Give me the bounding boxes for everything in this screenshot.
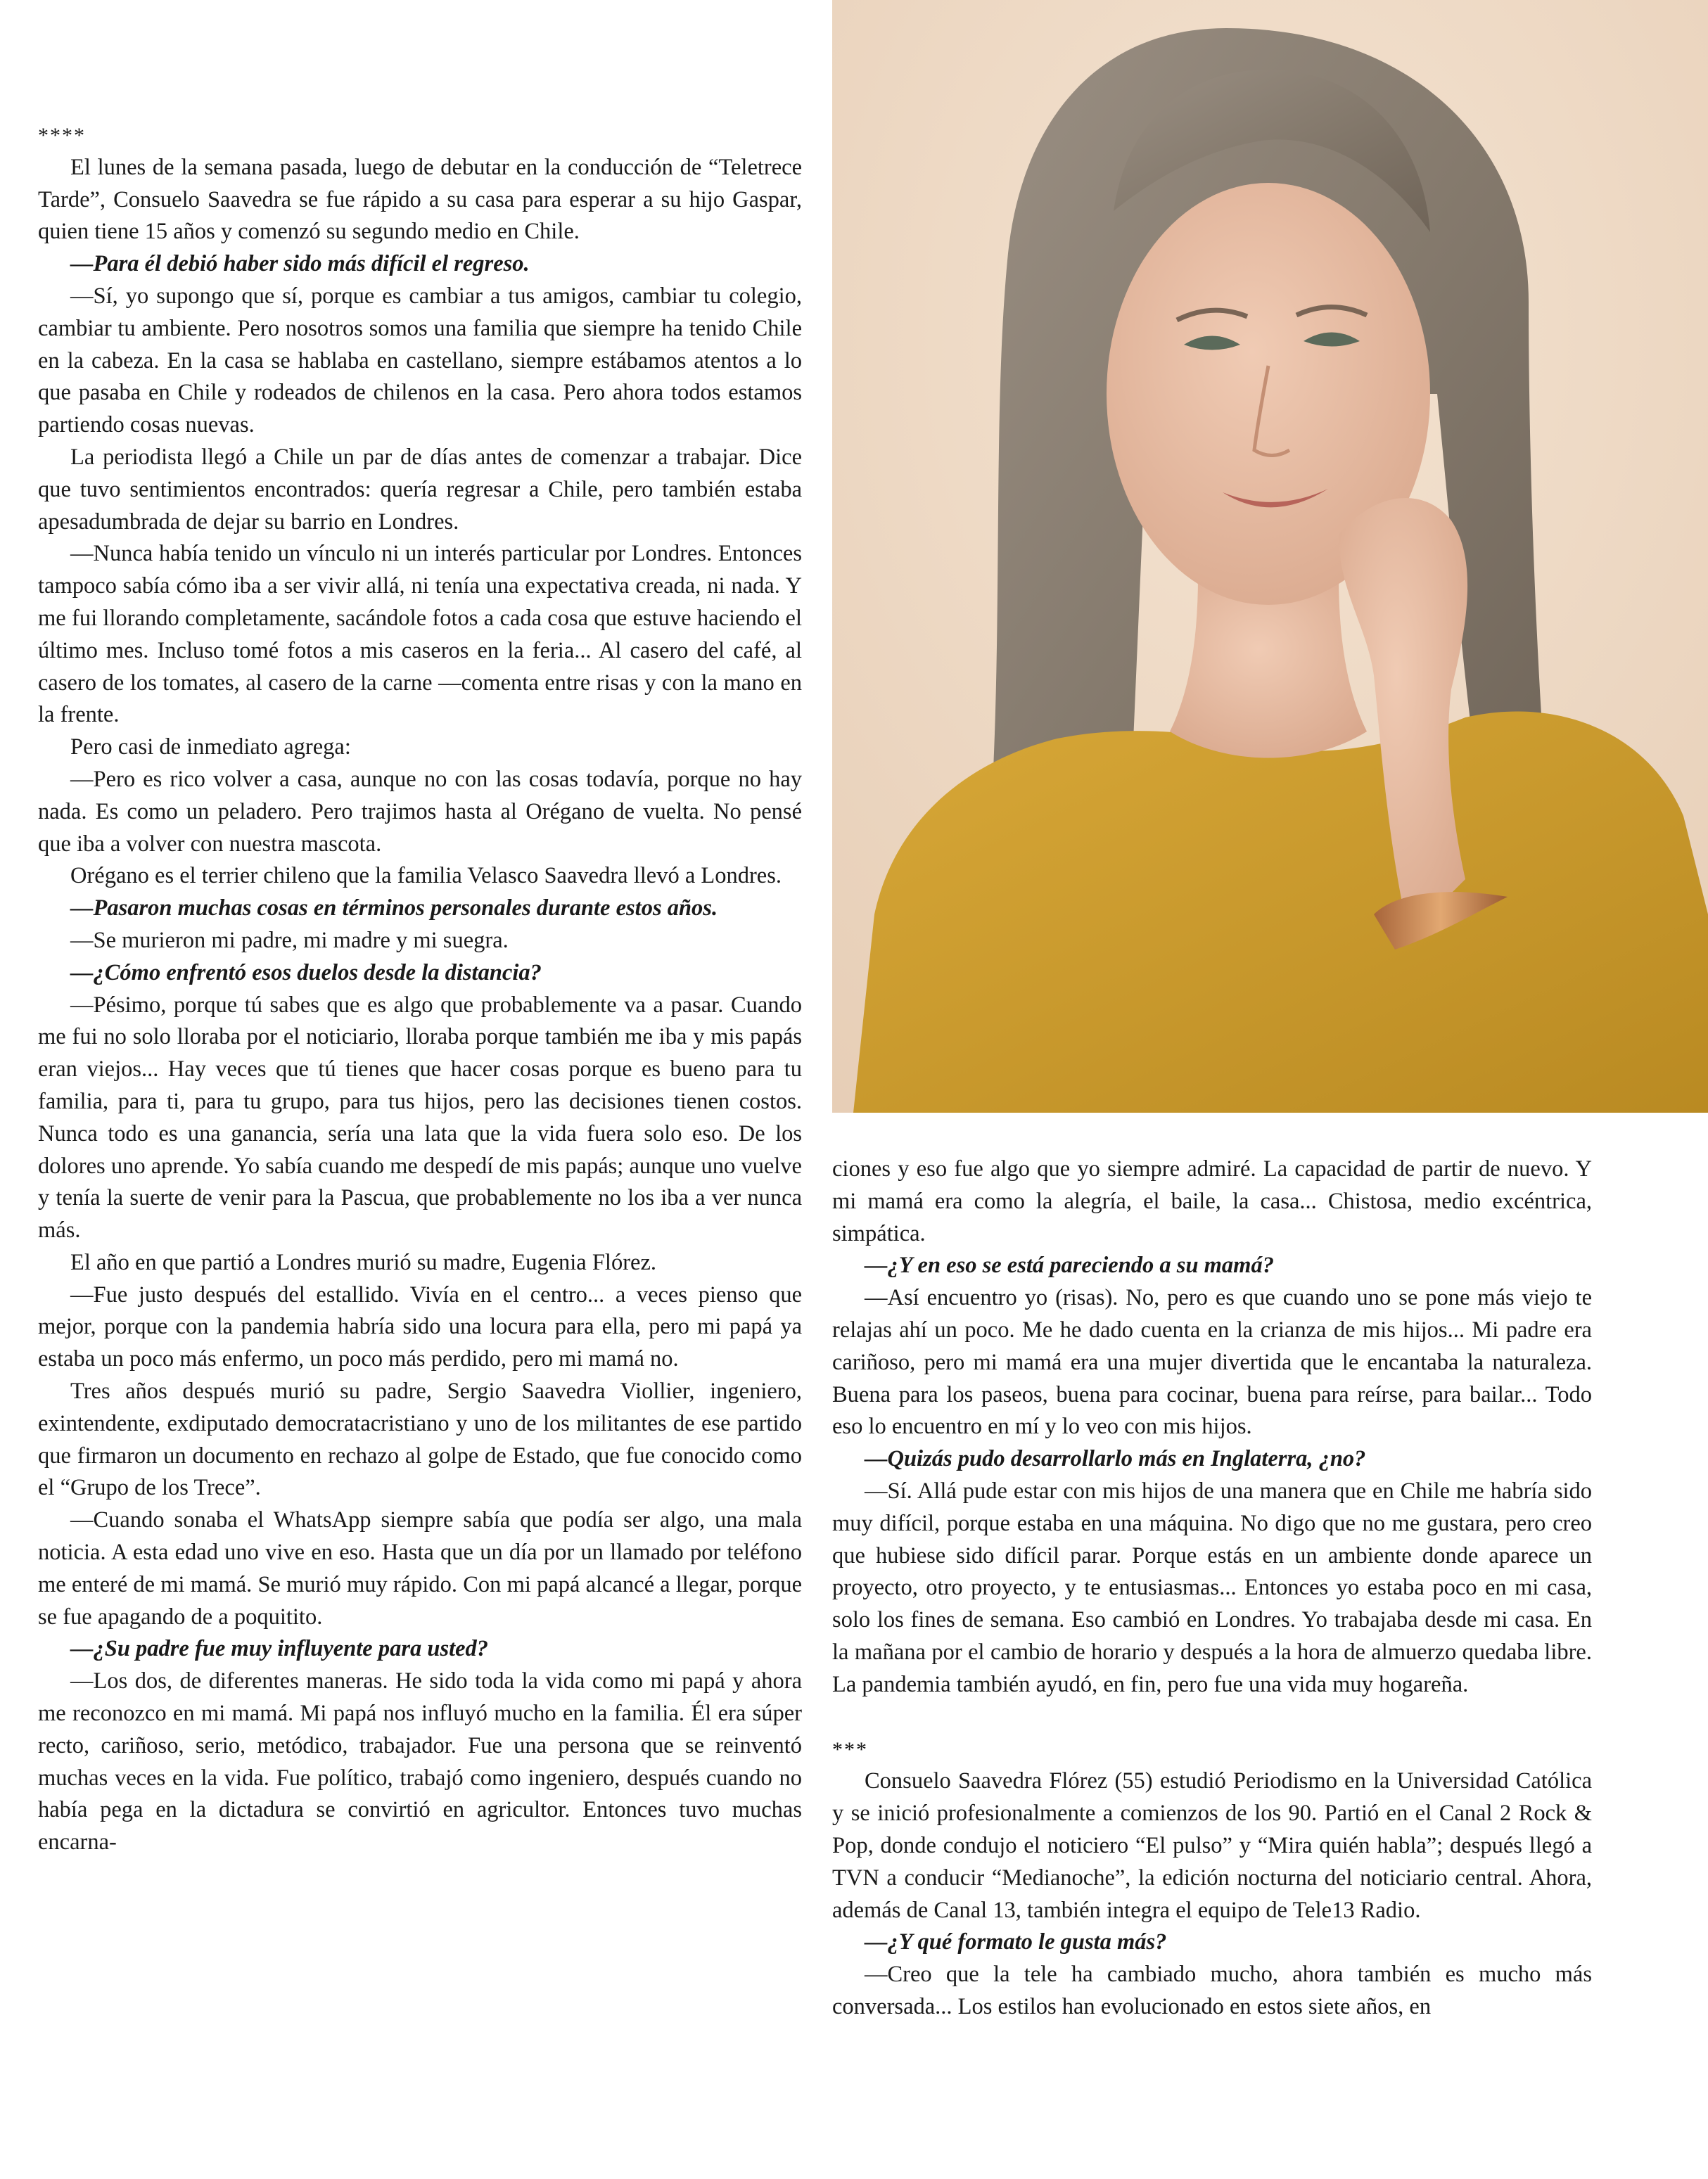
- interview-question: —¿Y qué formato le gusta más?: [865, 1929, 1167, 1955]
- paragraph-continued: ciones y eso fue algo que yo siempre admiré. La capacidad de partir de nuevo. Y mi mamá era como la alegría, el baile, la casa... Chistosa, medio excéntrica, simpática.: [832, 1156, 1592, 1246]
- paragraph: Pero casi de inmediato agrega:: [70, 734, 351, 760]
- paragraph: —Sí, yo supongo que sí, porque es cambiar a tus amigos, cambiar tu colegio, cambiar tu ambiente. Pero nosotros somos una familia que siempre ha tenido Chile en la cabeza. En la casa se hablaba en castellano, siempre estábamos atentos a lo que pasaba en Chile y rodeados de chilenos en la casa. Pero ahora todos estamos partiendo cosas nuevas.: [38, 283, 802, 438]
- paragraph: —Así encuentro yo (risas). No, pero es que cuando uno se pone más viejo te relajas ahí un poco. Me he dado cuenta en la crianza de mis hijos... Mi padre era cariñoso, pero mi mamá era una mujer divertida que le encantaba la naturaleza. Buena para los paseos, buena para cocinar, buena para reírse, para bailar... Todo eso lo encuentro en mí y lo veo con mis hijos.: [832, 1285, 1592, 1440]
- paragraph: —Creo que la tele ha cambiado mucho, ahora también es mucho más conversada... Los estilos han evolucionado en estos siete años, en: [832, 1962, 1592, 2019]
- paragraph: —Fue justo después del estallido. Vivía en el centro... a veces pienso que mejor, porque con la pandemia habría sido una locura para ella, pero mi papá ya estaba un poco más enfermo, un poco más perdido, pero mi mamá no.: [38, 1282, 802, 1372]
- paragraph: —Sí. Allá pude estar con mis hijos de una manera que en Chile me habría sido muy difícil, porque estaba en una máquina. No digo que no me gustara, pero creo que hubiese sido difícil parar. Porque estás en un ambiente donde aparece un proyecto, otro proyecto, y te entusiasmas... Entonces yo estaba poco en mi casa, solo los fines de semana. Eso cambió en Londres. Yo trabajaba desde mi casa. En la mañana por el cambio de horario y después a la hora de almuerzo quedaba libre. La pandemia también ayudó, en fin, pero fue una vida muy hogareña.: [832, 1478, 1592, 1697]
- interview-question: —¿Cómo enfrentó esos duelos desde la distancia?: [70, 959, 542, 985]
- paragraph: —Nunca había tenido un vínculo ni un interés particular por Londres. Entonces tampoco sabía cómo iba a ser vivir allá, ni tenía una expectativa creada, ni nada. Y me fui llorando completamente, sacándole fotos a cada cosa que estuve haciendo el último mes. Incluso tomé fotos a mis caseros en la feria... Al casero del café, al casero de los tomates, al casero de la carne —comenta entre risas y con la mano en la frente.: [38, 541, 802, 728]
- paragraph: —Los dos, de diferentes maneras. He sido toda la vida como mi papá y ahora me reconozco en mi mamá. Mi papá nos influyó mucho en la familia. Él era súper recto, cariñoso, serio, metódico, trabajador. Fue una persona que se reinventó muchas veces en la vida. Fue político, trabajó como ingeniero, después cuando no había pega en la dictadura se convirtió en agricultor. Entonces tuvo muchas encarna-: [38, 1668, 802, 1855]
- article-column-right: [832, 1154, 1592, 2024]
- section-separator: ***: [832, 1737, 868, 1761]
- interview-question: —Quizás pudo desarrollarlo más en Inglaterra, ¿no?: [865, 1446, 1366, 1472]
- interview-question: —¿Y en eso se está pareciendo a su mamá?: [865, 1253, 1274, 1279]
- paragraph: —Se murieron mi padre, mi madre y mi suegra.: [70, 927, 509, 953]
- interview-question: —Pasaron muchas cosas en términos personales durante estos años.: [70, 895, 718, 921]
- paragraph: Orégano es el terrier chileno que la familia Velasco Saavedra llevó a Londres.: [70, 863, 782, 889]
- paragraph: El año en que partió a Londres murió su madre, Eugenia Flórez.: [70, 1249, 657, 1275]
- interview-question: —¿Su padre fue muy influyente para usted?: [70, 1636, 489, 1662]
- paragraph: Consuelo Saavedra Flórez (55) estudió Periodismo en la Universidad Católica y se inició profesionalmente a comienzos de los 90. Partió en el Canal 2 Rock & Pop, donde condujo el noticiero “El pulso” y “Mira quién habla”; después llegó a TVN a conducir “Medianoche”, la edición nocturna del noticiario central. Ahora, además de Canal 13, también integra el equipo de Tele13 Radio.: [832, 1768, 1592, 1923]
- paragraph: —Pésimo, porque tú sabes que es algo que probablemente va a pasar. Cuando me fui no solo lloraba por el noticiario, lloraba porque también me iba y mis papás eran viejos... Hay veces que tú tienes que hacer cosas porque es bueno para tu familia, para ti, para tu grupo, para tus hijos, pero las decisiones tienen costos. Nunca todo es una ganancia, sería una lata que la vida fuera solo eso. De los dolores uno aprende. Yo sabía cuando me despedí de mis papás; aunque uno vuelve y tenía la suerte de venir para la Pascua, que probablemente no los iba a ver nunca más.: [38, 992, 802, 1244]
- paragraph: Tres años después murió su padre, Sergio Saavedra Viollier, ingeniero, exintendente, exdiputado democratacristiano y uno de los militantes de ese partido que firmaron un documento en rechazo al golpe de Estado, que fue conocido como el “Grupo de los Trece”.: [38, 1379, 802, 1501]
- interview-question: —Para él debió haber sido más difícil el regreso.: [70, 251, 530, 277]
- paragraph: —Pero es rico volver a casa, aunque no con las cosas todavía, porque no hay nada. Es como un peladero. Pero trajimos hasta al Orégano de vuelta. No pensé que iba a volver con nuestra mascota.: [38, 766, 802, 857]
- paragraph: —Cuando sonaba el WhatsApp siempre sabía que podía ser algo, una mala noticia. A esta edad uno vive en eso. Hasta que un día por un llamado por teléfono me enteré de mi mamá. Se murió muy rápido. Con mi papá alcancé a llegar, porque se fue apagando de a poquitito.: [38, 1507, 802, 1630]
- sweater: [853, 711, 1708, 1113]
- paragraph: El lunes de la semana pasada, luego de debutar en la conducción de “Teletrece Tarde”, Consuelo Saavedra se fue rápido a su casa para esperar a su hijo Gaspar, quien tiene 15 años y comenzó su segundo medio en Chile.: [38, 154, 802, 245]
- section-separator: ****: [38, 124, 86, 147]
- paragraph: La periodista llegó a Chile un par de días antes de comenzar a trabajar. Dice que tuvo sentimientos encontrados: quería regresar a Chile, pero también estaba apesadumbrada de dejar su barrio en Londres.: [38, 444, 802, 535]
- portrait-photo: [832, 0, 1708, 1113]
- article-column-left: [38, 120, 802, 1859]
